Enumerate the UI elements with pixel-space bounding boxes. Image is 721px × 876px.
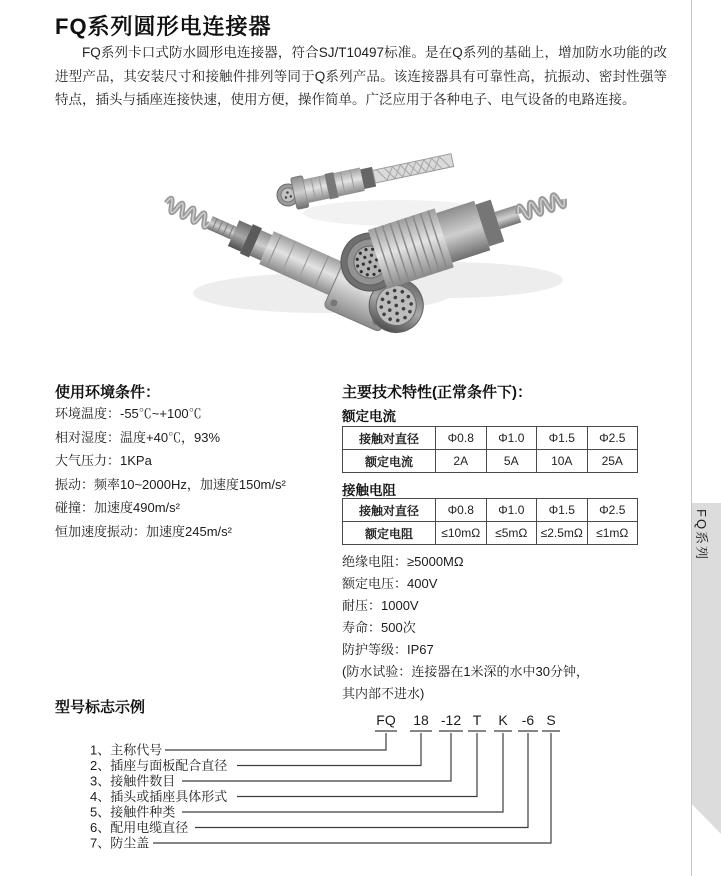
env-item: 碰撞：加速度490m/s² bbox=[55, 500, 180, 516]
code-token: -12 bbox=[440, 712, 462, 728]
code-token: T bbox=[472, 712, 482, 728]
code-token: -6 bbox=[521, 712, 535, 728]
table-cell: ≤10mΩ bbox=[436, 522, 487, 545]
tech-specs-list bbox=[342, 551, 642, 705]
model-labels bbox=[90, 743, 227, 851]
contact-resistance-subheading: 接触电阻 bbox=[342, 483, 396, 498]
model-label: 4、插头或插座具体形式 bbox=[90, 789, 228, 804]
table-cell: Φ1.5 bbox=[537, 499, 588, 522]
model-code-tokens bbox=[376, 712, 555, 728]
series-tab-label: FQ系列 bbox=[694, 509, 709, 562]
table-header-cell: 接触对直径 bbox=[343, 427, 436, 450]
model-heading: 型号标志示例 bbox=[55, 699, 146, 716]
model-code-diagram bbox=[85, 702, 585, 867]
table-cell: Φ1.0 bbox=[486, 427, 537, 450]
table-cell: ≤1mΩ bbox=[587, 522, 638, 545]
contact-resistance-table bbox=[342, 498, 638, 545]
spec-item: (防水试验：连接器在1米深的水中30分钟， bbox=[342, 664, 590, 679]
table-row bbox=[343, 522, 638, 545]
code-token: 18 bbox=[413, 712, 429, 728]
code-token: K bbox=[498, 712, 508, 728]
rated-current-table bbox=[342, 426, 638, 473]
model-label: 5、接触件种类 bbox=[90, 804, 176, 820]
table-header-cell: 额定电阻 bbox=[343, 522, 436, 545]
page-edge-line bbox=[691, 0, 692, 876]
table-cell: ≤2.5mΩ bbox=[537, 522, 588, 545]
table-cell: 25A bbox=[587, 450, 638, 473]
page-title: FQ系列圆形电连接器 bbox=[55, 14, 272, 39]
spec-item: 额定电压：400V bbox=[342, 576, 438, 591]
connectors-illustration bbox=[148, 125, 568, 360]
model-label: 6、配用电缆直径 bbox=[90, 820, 189, 835]
code-token: S bbox=[546, 712, 556, 728]
env-item: 振动：频率10~2000Hz，加速度150m/s² bbox=[55, 476, 286, 492]
table-cell: 2A bbox=[436, 450, 487, 473]
spec-item: 其内部不进水) bbox=[342, 686, 425, 701]
spec-item: 寿命：500次 bbox=[342, 620, 416, 635]
table-cell: Φ1.0 bbox=[486, 499, 537, 522]
tech-heading: 主要技术特性(正常条件下)： bbox=[342, 384, 532, 401]
connector-lines bbox=[153, 733, 551, 843]
model-label: 2、插座与面板配合直径 bbox=[90, 758, 228, 773]
table-cell: 10A bbox=[537, 450, 588, 473]
table-cell: Φ2.5 bbox=[587, 499, 638, 522]
table-cell: Φ2.5 bbox=[587, 427, 638, 450]
table-cell: Φ1.5 bbox=[537, 427, 588, 450]
table-header-cell: 接触对直径 bbox=[343, 499, 436, 522]
table-row bbox=[343, 450, 638, 473]
env-item: 环境温度：-55℃~+100℃ bbox=[55, 406, 202, 421]
spec-item: 防护等级：IP67 bbox=[342, 642, 434, 657]
table-row bbox=[343, 499, 638, 522]
table-row bbox=[343, 427, 638, 450]
spec-item: 绝缘电阻：≥5000MΩ bbox=[342, 554, 464, 569]
env-item: 相对湿度：温度+40℃，93% bbox=[55, 429, 221, 445]
env-item: 恒加速度振动：加速度245m/s² bbox=[55, 523, 232, 539]
table-cell: Φ0.8 bbox=[436, 427, 487, 450]
table-header-cell: 额定电流 bbox=[343, 450, 436, 473]
environment-list bbox=[55, 402, 345, 544]
rated-current-subheading: 额定电流 bbox=[342, 409, 396, 424]
model-label: 3、接触件数目 bbox=[90, 773, 176, 789]
env-item: 大气压力：1KPa bbox=[55, 453, 152, 469]
table-cell: 5A bbox=[486, 450, 537, 473]
environment-heading: 使用环境条件： bbox=[55, 384, 161, 401]
model-label: 1、主称代号 bbox=[90, 742, 163, 758]
table-cell: Φ0.8 bbox=[436, 499, 487, 522]
product-photo bbox=[148, 125, 568, 360]
table-cell: ≤5mΩ bbox=[486, 522, 537, 545]
code-token: FQ bbox=[376, 712, 396, 728]
spec-item: 耐压：1000V bbox=[342, 598, 419, 613]
intro-paragraph: FQ系列卡口式防水圆形电连接器，符合SJ/T10497标准。是在Q系列的基础上，增加防水功能的改进型产品，其安装尺寸和接触件排列等同于Q系列产品。该连接器具有可靠性高，抗振动、密封性强等特点，插头与插座连接快速，使用方便，操作简单。广泛应用于各种电子、电气设备的电路连接。 bbox=[55, 45, 667, 107]
model-label: 7、防尘盖 bbox=[90, 835, 150, 851]
